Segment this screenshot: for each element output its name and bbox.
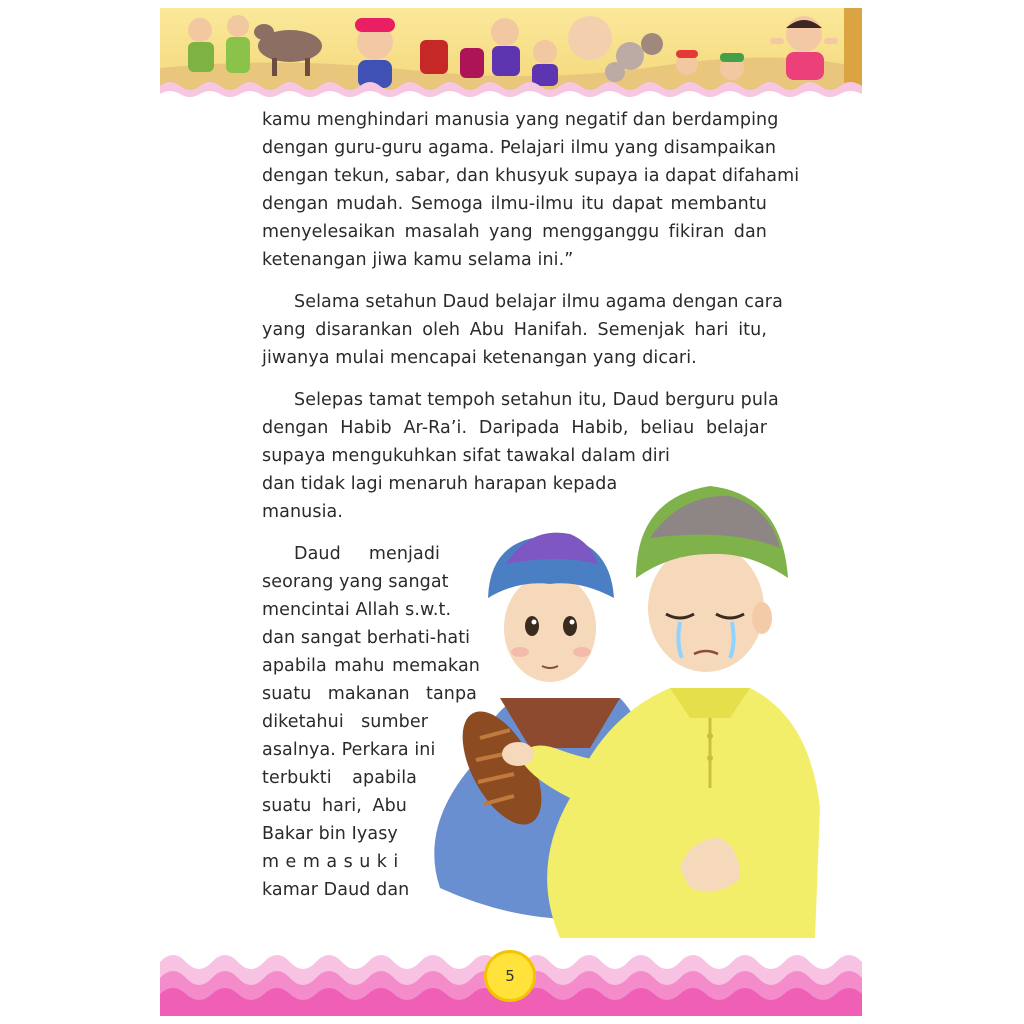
text-line: suatu makanan tanpa bbox=[262, 684, 477, 704]
text-line: kamar Daud dan bbox=[262, 880, 410, 900]
text-line: Selepas tamat tempoh setahun itu, Daud berguru pula bbox=[294, 390, 779, 410]
text-line: dan sangat berhati-hati bbox=[262, 628, 471, 648]
text-line: dan tidak lagi menaruh harapan kepada bbox=[262, 474, 618, 494]
book-page bbox=[160, 8, 862, 1016]
text-line: Daud menjadi bbox=[294, 544, 440, 564]
text-line: seorang yang sangat bbox=[262, 572, 449, 592]
text-line: ketenangan jiwa kamu selama ini.” bbox=[262, 250, 574, 270]
text-line: supaya mengukuhkan sifat tawakal dalam diri bbox=[262, 446, 671, 466]
text-line: mencintai Allah s.w.t. bbox=[262, 600, 452, 620]
text-line: Selama setahun Daud belajar ilmu agama dengan cara bbox=[294, 292, 783, 312]
page-number: 5 bbox=[484, 950, 536, 1002]
text-line: dengan guru-guru agama. Pelajari ilmu yang disampaikan bbox=[262, 138, 777, 158]
text-line: menyelesaikan masalah yang mengganggu fikiran dan bbox=[262, 222, 767, 242]
text-line: dengan mudah. Semoga ilmu-ilmu itu dapat membantu bbox=[262, 194, 767, 214]
text-line: manusia. bbox=[262, 502, 344, 522]
text-line: memasuki bbox=[262, 852, 405, 872]
text-line: dengan tekun, sabar, dan khusyuk supaya ia dapat difahami bbox=[262, 166, 800, 186]
text-line: kamu menghindari manusia yang negatif dan berdamping bbox=[262, 110, 779, 130]
two-boys-with-bread-illustration bbox=[410, 468, 830, 938]
text-line: dengan Habib Ar-Ra’i. Daripada Habib, beliau belajar bbox=[262, 418, 767, 438]
text-line: Bakar bin Iyasy bbox=[262, 824, 398, 844]
cartoon-crowd-banner bbox=[160, 8, 862, 100]
text-line: apabila mahu memakan bbox=[262, 656, 480, 676]
text-line: suatu hari, Abu bbox=[262, 796, 407, 816]
text-line: diketahui sumber bbox=[262, 712, 428, 732]
text-line: terbukti apabila bbox=[262, 768, 417, 788]
text-line: yang disarankan oleh Abu Hanifah. Semenjak hari itu, bbox=[262, 320, 767, 340]
text-line: jiwanya mulai mencapai ketenangan yang dicari. bbox=[262, 348, 697, 368]
text-line: asalnya. Perkara ini bbox=[262, 740, 436, 760]
top-banner-illustration bbox=[160, 8, 862, 100]
